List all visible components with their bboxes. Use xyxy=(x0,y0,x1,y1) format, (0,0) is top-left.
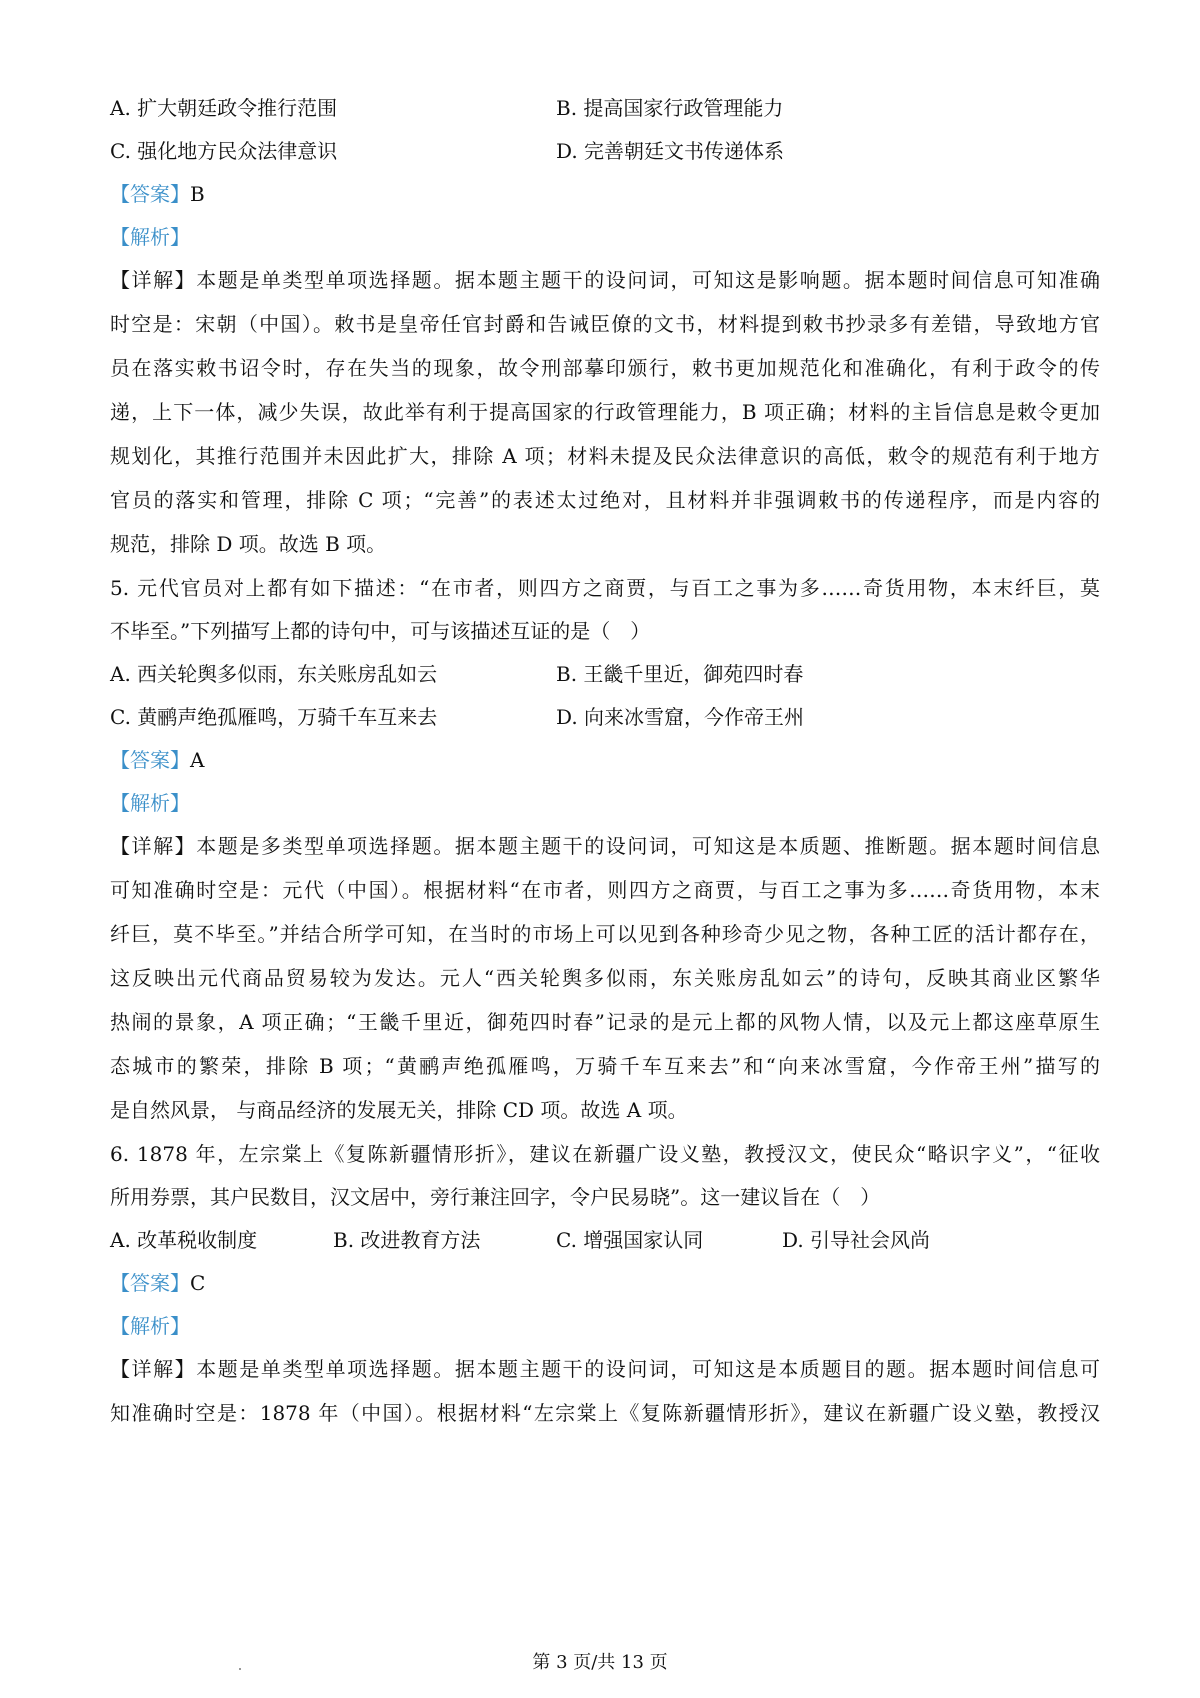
answer-value: A xyxy=(190,748,205,772)
answer-tag: 【答案】 xyxy=(110,1271,190,1295)
q5-stem-line: 不毕至。”下列描写上都的诗句中，可与该描述互证的是（ ） xyxy=(110,619,651,643)
q6-option-a: A. 改革税收制度 xyxy=(110,1228,258,1252)
q5-detail-line: 热闹的景象，A 项正确；“王畿千里近，御苑四时春”记录的是元上都的风物人情，以及元上都这座草原生 xyxy=(110,1010,1100,1034)
q6-analysis xyxy=(110,1312,1100,1340)
q5-detail-line: 态城市的繁荣，排除 B 项；“黄鹂声绝孤雁鸣，万骑千车互来去”和“向来冰雪窟，今作帝王州”描写的 xyxy=(110,1054,1100,1078)
q4-option-a: A. 扩大朝廷政令推行范围 xyxy=(110,96,338,120)
q5-option-a: A. 西关轮舆多似雨，东关账房乱如云 xyxy=(110,662,438,686)
q5-detail-line: 可知准确时空是：元代（中国）。根据材料“在市者，则四方之商贾，与百工之事为多……奇货用物，本末 xyxy=(110,878,1100,902)
q4-detail-line xyxy=(110,266,1100,294)
q4-detail-line: 官员的落实和管理，排除 C 项；“完善”的表述太过绝对，且材料并非强调敕书的传递程序，而是内容的 xyxy=(110,488,1100,512)
answer-value: B xyxy=(190,182,205,206)
analysis-tag: 【解析】 xyxy=(110,791,190,815)
q4-option-b: B. 提高国家行政管理能力 xyxy=(556,96,784,120)
detail-tag: 【详解】 xyxy=(110,834,197,858)
analysis-tag: 【解析】 xyxy=(110,225,190,249)
q6-option-d: D. 引导社会风尚 xyxy=(782,1228,931,1252)
q4-option-c: C. 强化地方民众法律意识 xyxy=(110,139,338,163)
q6-option-c: C. 增强国家认同 xyxy=(556,1228,704,1252)
q5-detail-line: 纤巨，莫不毕至。”并结合所学可知，在当时的市场上可以见到各种珍奇少见之物，各种工匠的活计都存在， xyxy=(110,922,1100,946)
q4-detail-line: 规划化，其推行范围并未因此扩大，排除 A 项；材料未提及民众法律意识的高低，敕令的规范有利于地方 xyxy=(110,444,1100,468)
q5-stem-line: 5. 元代官员对上都有如下描述：“在市者，则四方之商贾，与百工之事为多……奇货用物，本末纤巨，莫 xyxy=(110,576,1100,600)
q5-option-b: B. 王畿千里近，御苑四时春 xyxy=(556,662,804,686)
q6-stem-line: 所用券票，其户民数目，汉文居中，旁行兼注回字，令户民易晓”。这一建议旨在（ ） xyxy=(110,1185,881,1209)
q5-detail-line: 这反映出元代商品贸易较为发达。元人“西关轮舆多似雨，东关账房乱如云”的诗句，反映其商业区繁华 xyxy=(110,966,1100,990)
q5-option-c: C. 黄鹂声绝孤雁鸣，万骑千车互来去 xyxy=(110,705,438,729)
detail-text: 本题是多类型单项选择题。据本题主题干的设问词，可知这是本质题、推断题。据本题时间信息 xyxy=(196,834,1101,858)
q5-option-d: D. 向来冰雪窟，今作帝王州 xyxy=(556,705,805,729)
q6-answer xyxy=(110,1269,1100,1297)
page-footer: 第 3 页/共 13 页 xyxy=(532,1652,668,1673)
answer-tag: 【答案】 xyxy=(110,182,190,206)
q5-analysis xyxy=(110,789,1100,817)
detail-tag: 【详解】 xyxy=(110,1357,197,1381)
q6-detail-line xyxy=(110,1355,1100,1383)
detail-tag: 【详解】 xyxy=(110,268,197,292)
q6-stem-line: 6. 1878 年，左宗棠上《复陈新疆情形折》，建议在新疆广设义塾，教授汉文，使民众“略识字义”，“征收 xyxy=(110,1142,1100,1166)
q4-detail-line: 递，上下一体，减少失误，故此举有利于提高国家的行政管理能力，B 项正确；材料的主旨信息是敕令更加 xyxy=(110,400,1100,424)
q4-detail-line: 规范，排除 D 项。故选 B 项。 xyxy=(110,532,387,556)
answer-value: C xyxy=(190,1271,206,1295)
detail-text: 本题是单类型单项选择题。据本题主题干的设问词，可知这是本质题目的题。据本题时间信息可 xyxy=(196,1357,1101,1381)
q5-answer xyxy=(110,746,1100,774)
q6-detail-line: 知准确时空是：1878 年（中国）。根据材料“左宗棠上《复陈新疆情形折》，建议在新疆广设义塾，教授汉 xyxy=(110,1401,1100,1425)
q4-option-d: D. 完善朝廷文书传递体系 xyxy=(556,139,785,163)
q4-analysis xyxy=(110,223,1100,251)
detail-text: 本题是单类型单项选择题。据本题主题干的设问词，可知这是影响题。据本题时间信息可知准确 xyxy=(196,268,1101,292)
q4-detail-line: 员在落实敕书诏令时，存在失当的现象，故令刑部摹印颁行，敕书更加规范化和准确化，有利于政令的传 xyxy=(110,356,1100,380)
q5-detail-line xyxy=(110,832,1100,860)
q6-option-b: B. 改进教育方法 xyxy=(333,1228,481,1252)
analysis-tag: 【解析】 xyxy=(110,1314,190,1338)
q4-detail-line: 时空是：宋朝（中国）。敕书是皇帝任官封爵和告诫臣僚的文书，材料提到敕书抄录多有差错，导致地方官 xyxy=(110,312,1100,336)
q4-answer xyxy=(110,180,1100,208)
answer-tag: 【答案】 xyxy=(110,748,190,772)
q5-detail-line: 是自然风景， 与商品经济的发展无关，排除 CD 项。故选 A 项。 xyxy=(110,1098,688,1122)
